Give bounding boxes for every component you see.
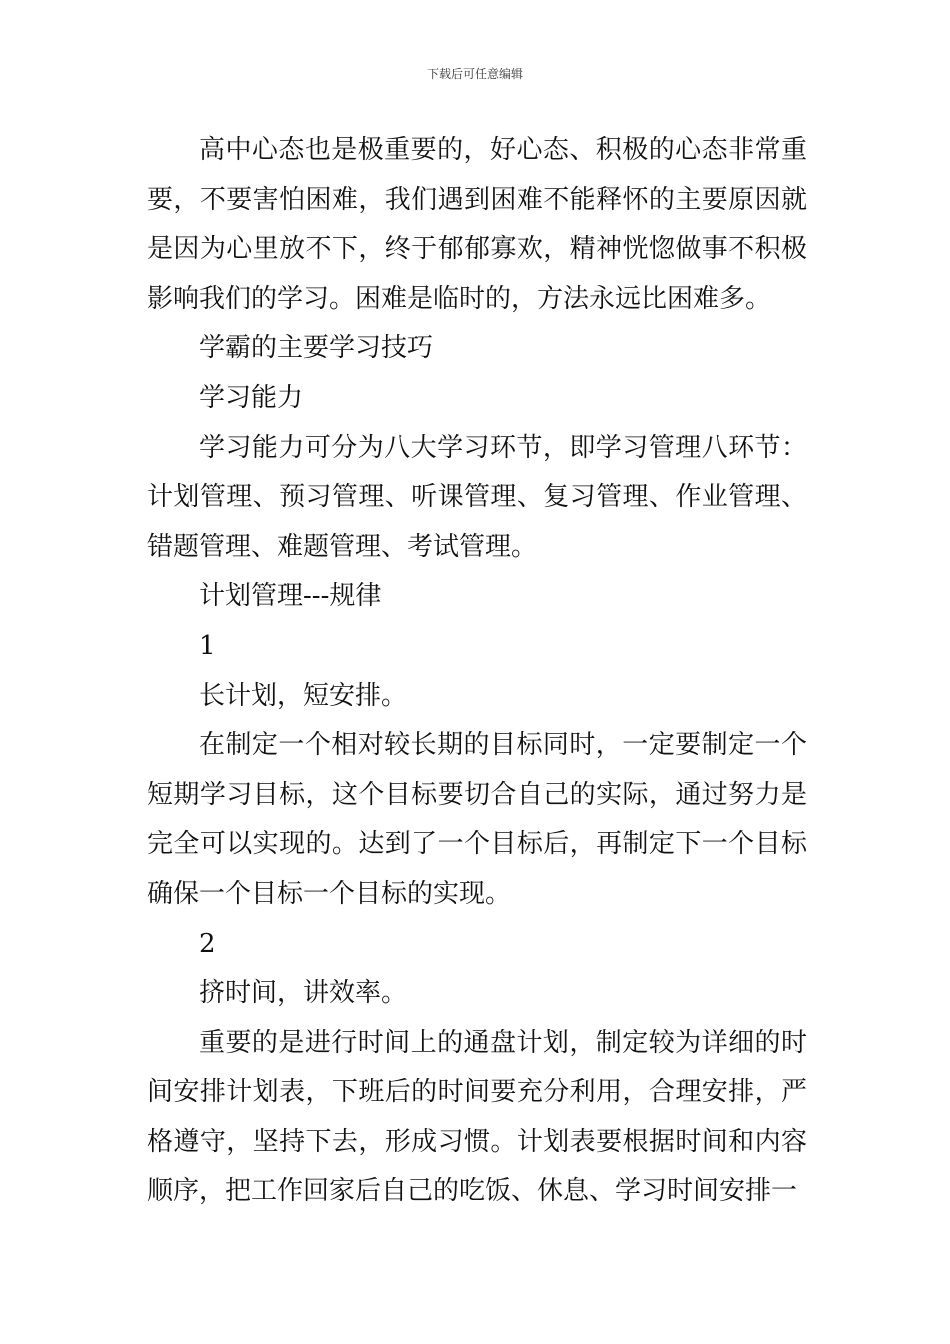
paragraph-mindset: 高中心态也是极重要的，好心态、积极的心态非常重要，不要害怕困难，我们遇到困难不能释怀的主要原因就是因为心里放不下，终于郁郁寡欢，精神恍惚做事不积极影响我们的学习。困难是临时的，方法永远比困难多。: [147, 135, 807, 314]
paragraph-time-plan: 重要的是进行时间上的通盘计划，制定较为详细的时间安排计划表，下班后的时间要充分利用，合理安排，严格遵守，坚持下去，形成习惯。计划表要根据时间和内容顺序，把工作回家后自己的吃饭、休息、学习时间安排一: [147, 1027, 807, 1207]
heading-learning-ability: 学习能力: [199, 382, 304, 413]
paragraph-goals: 在制定一个相对较长期的目标同时，一定要制定一个短期学习目标，这个目标要切合自己的实际，通过努力是完全可以实现的。达到了一个目标后，再制定下一个目标确保一个目标一个目标的实现。: [147, 730, 807, 909]
paragraph-eight-steps: 学习能力可分为八大学习环节，即学习管理八环节：计划管理、预习管理、听课管理、复习管理、作业管理、错题管理、难题管理、考试管理。: [147, 432, 807, 562]
subheading-long-plan: 长计划，短安排。: [199, 680, 408, 711]
item-number-1: 1: [199, 630, 216, 661]
document-body: [147, 126, 807, 1217]
page-header: 下载后可任意编辑: [426, 67, 523, 81]
heading-plan-management: 计划管理---规律: [199, 581, 382, 612]
heading-study-skills: 学霸的主要学习技巧: [199, 333, 434, 364]
item-number-2: 2: [199, 928, 216, 959]
subheading-efficiency: 挤时间，讲效率。: [199, 978, 408, 1009]
